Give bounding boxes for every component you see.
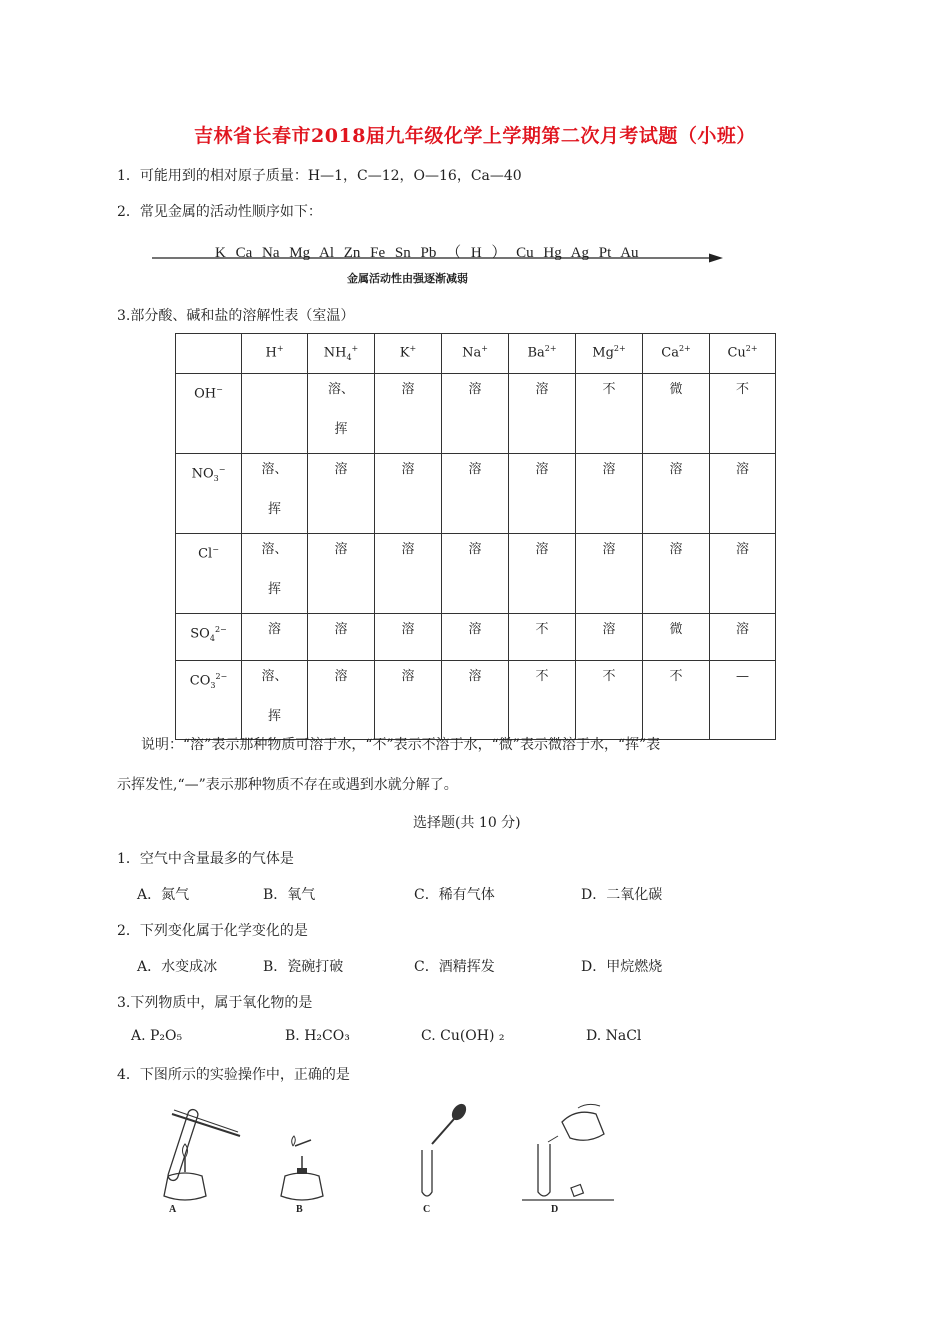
table-cell: — — [710, 660, 776, 739]
question-4-stem: 4．下图所示的实验操作中，正确的是 — [117, 1067, 350, 1083]
table-cell: 溶 — [442, 374, 509, 454]
note-line-1: 说明：“溶”表示那种物质可溶于水，“不”表示不溶于水，“微”表示微溶于水，“挥”表 — [141, 737, 661, 753]
figure-c-dropper — [410, 1100, 470, 1205]
table-cell: 不 — [710, 374, 776, 454]
figure-a-heating-tube — [150, 1100, 245, 1205]
header-cell: $Cu^{2+}$ — [710, 334, 776, 374]
figure-label-b: B — [296, 1204, 303, 1215]
question-2-option-c: C．酒精挥发 — [414, 959, 495, 975]
anion-cell: $NO_3^-$ — [176, 454, 242, 534]
question-2-option-d: D．甲烷燃烧 — [581, 959, 663, 975]
figure-b-lamp — [275, 1130, 330, 1205]
table-header-row — [176, 334, 776, 374]
header-cell: $Ba^{2+}$ — [509, 334, 576, 374]
table-cell: 溶 — [375, 614, 442, 661]
table-cell: 不 — [509, 614, 576, 661]
table-cell: 溶 — [710, 614, 776, 661]
table-cell: 溶 — [308, 660, 375, 739]
table-cell: 溶 — [375, 534, 442, 614]
question-3-option-b: B. H₂CO₃ — [285, 1028, 350, 1044]
table-row — [176, 614, 776, 661]
table-row — [176, 454, 776, 534]
question-1-stem: 1．空气中含量最多的气体是 — [117, 851, 294, 867]
anion-cell: Cl− — [176, 534, 242, 614]
section-title: 选择题(共 10 分) — [413, 815, 521, 831]
question-2-stem: 2．下列变化属于化学变化的是 — [117, 923, 308, 939]
table-cell: 溶 — [442, 454, 509, 534]
question-1-option-a: A．氮气 — [137, 887, 190, 903]
question-2-option-a: A．水变成冰 — [137, 959, 218, 975]
question-3-option-c: C. Cu(OH) ₂ — [421, 1028, 505, 1044]
table-cell: 溶 — [308, 614, 375, 661]
table-cell: 溶 — [442, 534, 509, 614]
table-cell: 溶 — [442, 614, 509, 661]
page-title: 吉林省长春市2018届九年级化学上学期第二次月考试题（小班） — [194, 125, 756, 147]
table-cell: 溶 — [375, 374, 442, 454]
table-cell: 溶 — [576, 454, 643, 534]
question-3-option-d: D. NaCl — [586, 1028, 642, 1044]
anion-cell: $SO_4^{2-}$ — [176, 614, 242, 661]
header-cell: $NH_4^+$ — [308, 334, 375, 374]
table-cell: 溶、 挥 — [308, 374, 375, 454]
table-cell: 溶 — [242, 614, 308, 661]
header-cell: $Mg^{2+}$ — [576, 334, 643, 374]
table-cell: 不 — [509, 660, 576, 739]
activity-series: K Ca Na Mg Al Zn Fe Sn Pb （ H ） Cu Hg Ag Pt Au — [215, 245, 639, 261]
table-cell: 微 — [643, 374, 710, 454]
table-cell — [242, 374, 308, 454]
table-cell: 溶 — [509, 534, 576, 614]
question-2-option-b: B．瓷碗打破 — [263, 959, 344, 975]
table-cell: 溶 — [308, 454, 375, 534]
table-cell: 微 — [643, 614, 710, 661]
intro-atomic-masses: 1．可能用到的相对原子质量：H—1，C—12，O—16，Ca—40 — [117, 168, 522, 184]
question-3-option-a: A. P₂O₅ — [131, 1028, 183, 1044]
header-cell: H+ — [242, 334, 308, 374]
table-cell: 溶 — [576, 614, 643, 661]
table-row — [176, 374, 776, 454]
table-cell: 不 — [576, 374, 643, 454]
table-row — [176, 660, 776, 739]
question-1-option-d: D．二氧化碳 — [581, 887, 663, 903]
header-cell: Na+ — [442, 334, 509, 374]
table-cell: 溶 — [643, 534, 710, 614]
question-3-stem: 3.下列物质中，属于氧化物的是 — [117, 995, 313, 1011]
table-cell: 溶 — [375, 660, 442, 739]
figure-d-pouring — [518, 1100, 618, 1205]
figure-label-d: D — [551, 1204, 559, 1215]
table-row — [176, 534, 776, 614]
table-cell: 溶 — [509, 374, 576, 454]
anion-cell: OH− — [176, 374, 242, 454]
figure-label-a: A — [169, 1204, 177, 1215]
table-cell: 溶 — [442, 660, 509, 739]
activity-arrow — [150, 252, 725, 264]
header-cell: $Ca^{2+}$ — [643, 334, 710, 374]
header-cell — [176, 334, 242, 374]
table-cell: 溶 — [643, 454, 710, 534]
intro-activity-heading: 2．常见金属的活动性顺序如下： — [117, 204, 322, 220]
anion-cell: $CO_3^{2-}$ — [176, 660, 242, 739]
note-line-2: 示挥发性,“—”表示那种物质不存在或遇到水就分解了。 — [117, 777, 458, 793]
table-cell: 溶 — [509, 454, 576, 534]
question-1-option-c: C．稀有气体 — [414, 887, 495, 903]
table-cell: 不 — [643, 660, 710, 739]
solubility-table — [175, 333, 776, 740]
table-cell: 不 — [576, 660, 643, 739]
table-cell: 溶 — [710, 534, 776, 614]
table-cell: 溶、 挥 — [242, 660, 308, 739]
table-cell: 溶、 挥 — [242, 534, 308, 614]
table-cell: 溶 — [308, 534, 375, 614]
question-1-option-b: B．氧气 — [263, 887, 316, 903]
activity-caption: 金属活动性由强逐渐减弱 — [347, 272, 468, 285]
table-cell: 溶、 挥 — [242, 454, 308, 534]
header-cell: K+ — [375, 334, 442, 374]
solubility-table-heading: 3.部分酸、碱和盐的溶解性表（室温） — [117, 308, 355, 324]
table-cell: 溶 — [375, 454, 442, 534]
table-cell: 溶 — [576, 534, 643, 614]
table-cell: 溶 — [710, 454, 776, 534]
figure-label-c: C — [423, 1204, 431, 1215]
